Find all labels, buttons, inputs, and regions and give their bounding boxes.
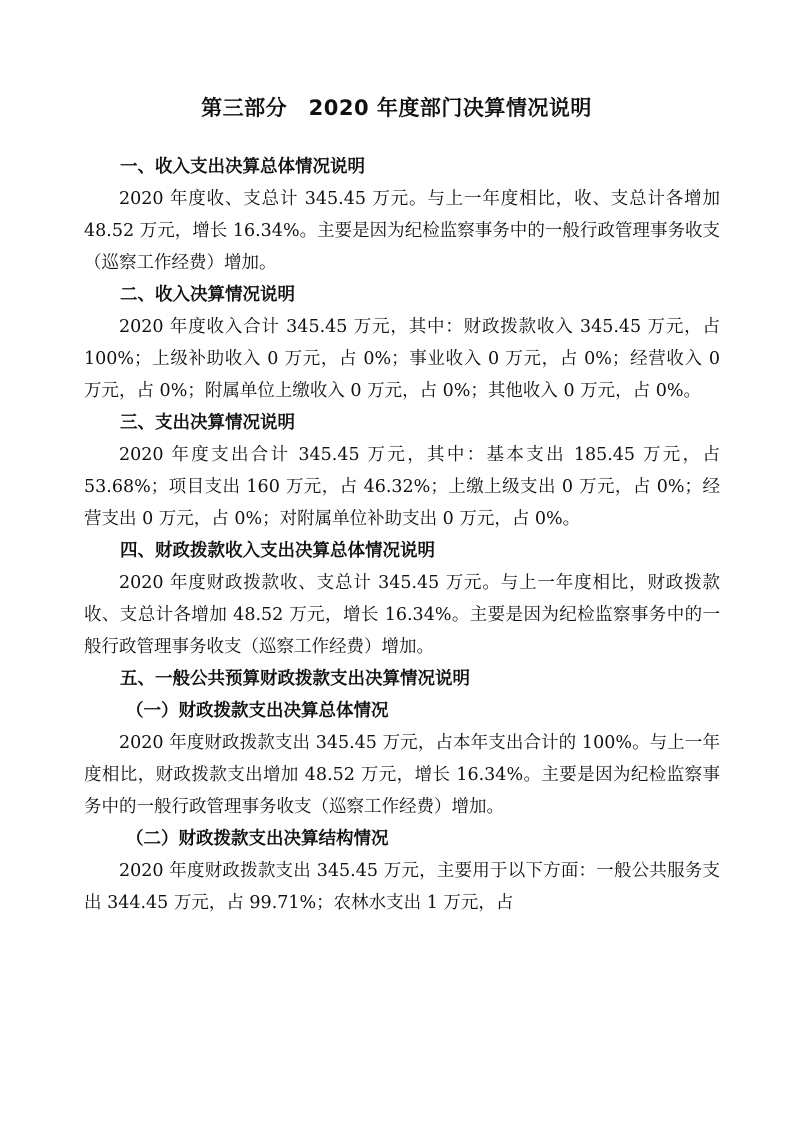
section-2-paragraph: 2020 年度收入合计 345.45 万元，其中：财政拨款收入 345.45 万元，占 100%；上级补助收入 0 万元，占 0%；事业收入 0 万元，占 0%；经营收入 0 万元，占 0%；附属单位上缴收入 0 万元，占 0%；其他收入 0 万元，占 0%。: [84, 317, 720, 401]
section-3-heading: 三、支出决算情况说明: [120, 413, 295, 433]
subsection-1-paragraph: 2020 年度财政拨款支出 345.45 万元，占本年支出合计的 100%。与上一年度相比，财政拨款支出增加 48.52 万元，增长 16.34%。主要是因为纪检监察事务中的一般行政管理事务收支（巡察工作经费）增加。: [84, 733, 720, 817]
section-4-heading: 四、财政拨款收入支出决算总体情况说明: [120, 541, 435, 561]
section-1-heading: 一、收入支出决算总体情况说明: [120, 157, 365, 177]
subsection-2-paragraph: 2020 年度财政拨款支出 345.45 万元，主要用于以下方面：一般公共服务支出 344.45 万元，占 99.71%；农林水支出 1 万元，占: [84, 861, 720, 913]
subsection-2-heading: （二）财政拨款支出决算结构情况: [126, 829, 389, 849]
section-1-paragraph: 2020 年度收、支总计 345.45 万元。与上一年度相比，收、支总计各增加 48.52 万元，增长 16.34%。主要是因为纪检监察事务中的一般行政管理事务收支（巡察工作经费）增加。: [84, 189, 720, 273]
section-4-paragraph: 2020 年度财政拨款收、支总计 345.45 万元。与上一年度相比，财政拨款收、支总计各增加 48.52 万元，增长 16.34%。主要是因为纪检监察事务中的一般行政管理事务收支（巡察工作经费）增加。: [84, 573, 720, 657]
document-body: [84, 151, 720, 919]
section-3-paragraph: 2020 年度支出合计 345.45 万元，其中：基本支出 185.45 万元，占 53.68%；项目支出 160 万元，占 46.32%；上缴上级支出 0 万元，占 0%；经营支出 0 万元，占 0%；对附属单位补助支出 0 万元，占 0%。: [84, 445, 720, 529]
subsection-1-heading: （一）财政拨款支出决算总体情况: [126, 701, 389, 721]
page-title: 第三部分 2020 年度部门决算情况说明: [201, 96, 592, 120]
section-2-heading: 二、收入决算情况说明: [120, 285, 295, 305]
section-5-heading: 五、一般公共预算财政拨款支出决算情况说明: [120, 669, 470, 689]
